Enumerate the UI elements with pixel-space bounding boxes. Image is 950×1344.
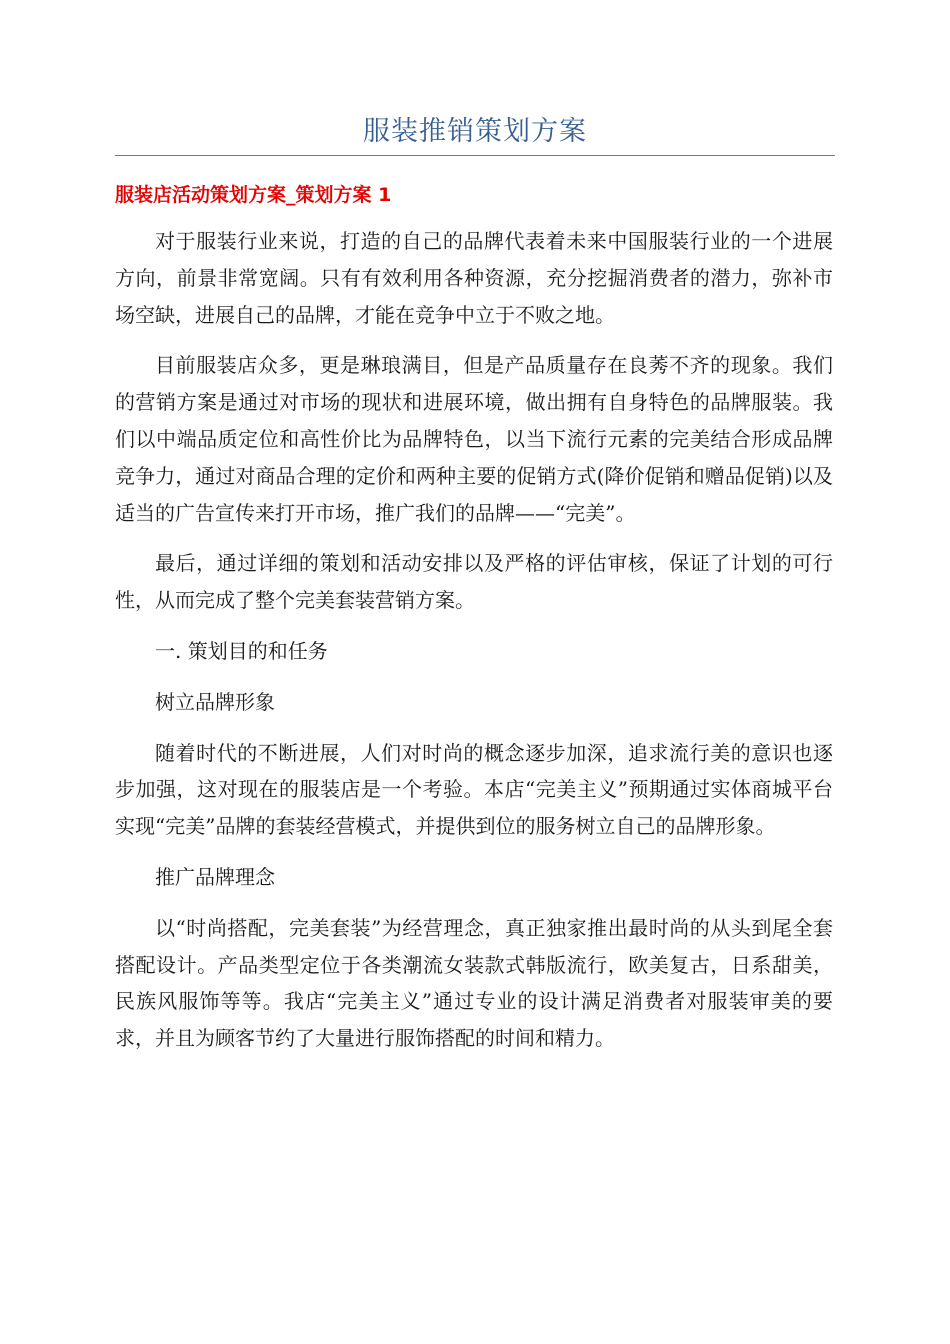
document-title: 服装推销策划方案 xyxy=(363,116,587,147)
subheading-purpose: 一. 策划目的和任务 xyxy=(155,638,328,663)
paragraph-marketing-plan: 目前服装店众多，更是琳琅满目，但是产品质量存在良莠不齐的现象。我们的营销方案是通过对市场的现状和进展环境，做出拥有自身特色的品牌服装。我们以中端品质定位和高性价比为品牌特色，以当下流行元素的完美结合形成品牌竞争力，通过对商品合理的定价和两种主要的促销方式(降价促销和赠品促销)以及适当的广告宣传来打开市场，推广我们的品牌——“完美”。 xyxy=(115,353,833,525)
title-underline xyxy=(115,155,835,156)
document-body xyxy=(115,223,833,1071)
paragraph-brand-image: 随着时代的不断进展，人们对时尚的概念逐步加深，追求流行美的意识也逐步加强，这对现在的服装店是一个考验。本店“完美主义”预期通过实体商城平台实现“完美”品牌的套装经营模式，并提供到位的服务树立自己的品牌形象。 xyxy=(115,740,833,839)
paragraph-conclusion: 最后，通过详细的策划和活动安排以及严格的评估审核，保证了计划的可行性，从而完成了整个完美套装营销方案。 xyxy=(115,551,833,613)
paragraph-brand-concept: 以“时尚搭配，完美套装”为经营理念，真正独家推出最时尚的从头到尾全套搭配设计。产品类型定位于各类潮流女装款式韩版流行，欧美复古，日系甜美，民族风服饰等等。我店“完美主义”通过专业的设计满足消费者对服装审美的要求，并且为顾客节约了大量进行服饰搭配的时间和精力。 xyxy=(115,915,833,1051)
subheading-brand-concept: 推广品牌理念 xyxy=(155,864,275,889)
subheading-brand-image: 树立品牌形象 xyxy=(155,689,275,714)
section-heading: 服装店活动策划方案_策划方案 1 xyxy=(115,184,392,206)
paragraph-intro: 对于服装行业来说，打造的自己的品牌代表着未来中国服装行业的一个进展方向，前景非常宽阔。只有有效利用各种资源，充分挖掘消费者的潜力，弥补市场空缺，进展自己的品牌，才能在竞争中立于不败之地。 xyxy=(115,229,833,327)
